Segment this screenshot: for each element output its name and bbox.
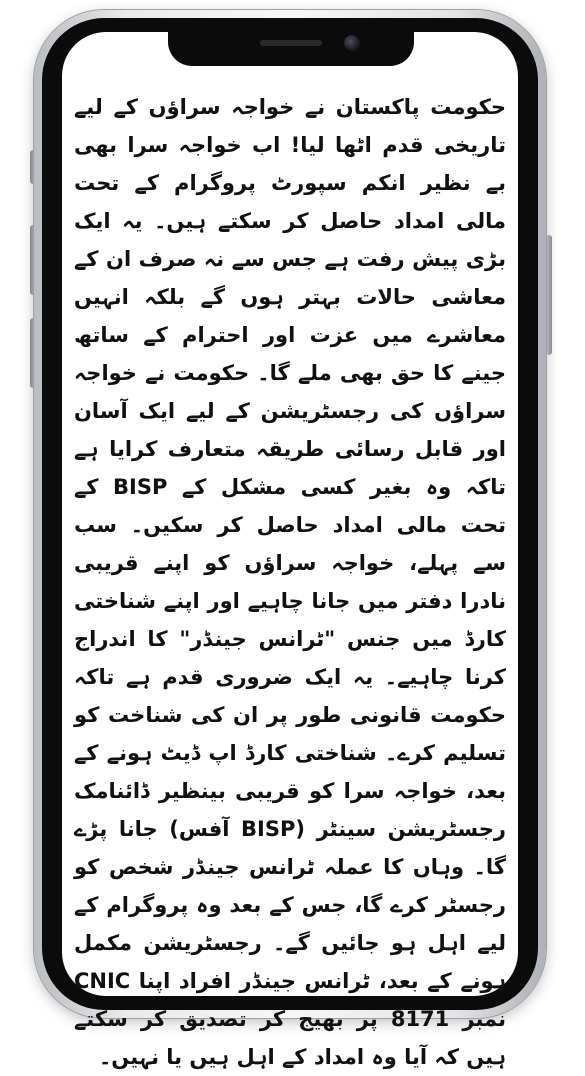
article-text: حکومت پاکستان نے خواجہ سراؤں کے لیے تاریخی قدم اٹھا لیا! اب خواجہ سرا بھی بے نظیر انکم سپورٹ پروگرام کے تحت مالی امداد حاصل کر سکتے ہیں۔ یہ ایک بڑی پیش رفت ہے جس سے نہ صرف ان کے معاشی حالات بہتر ہوں گے بلکہ انہیں معاشرے میں عزت اور احترام کے ساتھ جینے کا حق بھی ملے گا۔ حکومت نے خواجہ سراؤں کی رجسٹریشن کے لیے ایک آسان اور قابل رسائی طریقہ متعارف کرایا ہے تاکہ وہ بغیر کسی مشکل کے BISP کے تحت مالی امداد حاصل کر سکیں۔ سب سے پہلے، خواجہ سراؤں کو اپنے قریبی نادرا دفتر میں جانا چاہیے اور اپنے شناختی کارڈ میں جنس "ٹرانس جینڈر" کا اندراج کرنا چاہیے۔ یہ ایک ضروری قدم ہے تاکہ حکومت قانونی طور پر ان کی شناخت کو تسلیم کرے۔ شناختی کارڈ اپ ڈیٹ ہونے کے بعد، خواجہ سرا کو قریبی بینظیر ڈائنامک رجسٹریشن سینٹر (BISP آفس) جانا پڑے گا۔ وہاں کا عملہ ٹرانس جینڈر شخص کو رجسٹر کرے گا، جس کے بعد وہ پروگرام کے لیے اہل ہو جائیں گے۔ رجسٹریشن مکمل ہونے کے بعد، ٹرانس جینڈر افراد اپنا CNIC نمبر 8171 پر بھیج کر تصدیق کر سکتے ہیں کہ آیا وہ امداد کے اہل ہیں یا نہیں۔ bbox=[74, 95, 507, 1069]
power-button bbox=[546, 235, 552, 355]
speaker-grille bbox=[260, 40, 322, 46]
front-camera-icon bbox=[344, 35, 360, 51]
phone-screen bbox=[62, 32, 518, 1069]
phone-notch bbox=[168, 30, 414, 66]
